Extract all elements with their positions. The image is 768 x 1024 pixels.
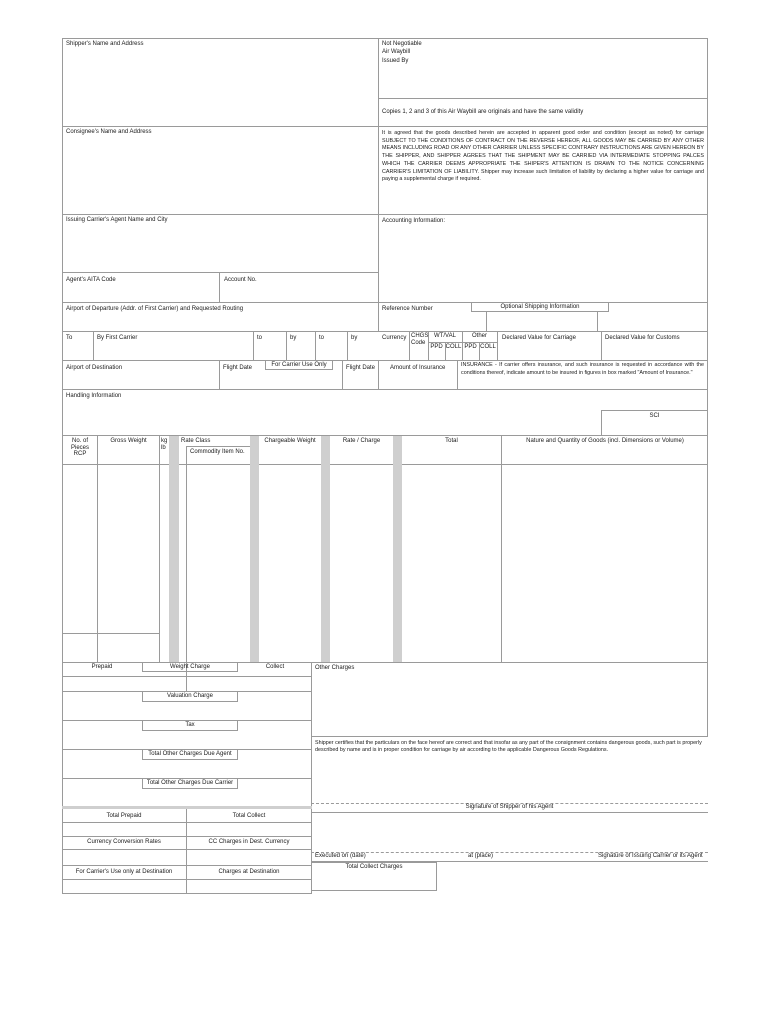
other-charges-label: Other Charges: [315, 665, 355, 671]
other-label: Other: [471, 333, 487, 339]
shipper-cert-text: Shipper certifies that the particulars on the face hereof are correct and that insofar as any part of the consignment contains dangerous goods, such part is properly described by name and is in proper condition for carriage by air according to the applicable Dangerous Goods Regulations.: [315, 740, 702, 754]
optional-divider-a: [486, 311, 487, 332]
coll1-label: COLL: [445, 344, 462, 350]
route-div-11: [497, 331, 498, 361]
collect-label: Collect: [265, 664, 285, 670]
flight-date2-label: Flight Date: [346, 365, 376, 371]
goods-gray-2: [250, 436, 259, 662]
currency-label: Currency: [382, 335, 407, 341]
air-waybill-label: Air Waybill: [382, 49, 411, 55]
gross-weight-label: Gross Weight: [110, 438, 147, 444]
currency-rates-label: Currency Conversion Rates: [87, 839, 161, 845]
chgs-code-label: CHGS Code: [411, 333, 429, 346]
consignee-box: [62, 126, 379, 215]
route-to2-label: to: [257, 335, 263, 341]
signature-carrier-label: Signature of Issuing Carrier or its Agent: [598, 853, 703, 859]
ppd2-label: PPD: [464, 344, 477, 350]
optional-shipping-label: Optional Shipping Information: [500, 304, 580, 310]
charges-mid-divider-2: [186, 809, 187, 894]
route-sub-line: [428, 342, 497, 343]
charges-line-6: [62, 822, 312, 823]
prepaid-label: Prepaid: [91, 664, 113, 670]
accounting-label: Accounting Information:: [382, 218, 446, 224]
issuing-agent-label: Issuing Carrier's Agent Name and City: [66, 217, 168, 223]
goods-gray-3: [321, 436, 330, 662]
optional-divider-b: [597, 311, 598, 332]
not-negotiable-label: Not Negotiable: [382, 41, 422, 47]
amount-insurance-label: Amount of Insurance: [390, 365, 446, 371]
pieces-label: No. of Pieces RCP: [70, 438, 89, 457]
conditions-text: It is agreed that the goods described herein are accepted in apparent good order and condition (except as noted) for carriage SUBJECT TO THE CONDITIONS OF CONTRACT ON THE REVERSE HEREOF, ALL GOODS MAY BE CARRIED BY ANY OTHER MEANS INCLUDING ROAD OR ANY OTHER CARRIER UNLESS SPECIFIC CONTRARY INSTRUCTIONS ARE GIVEN HEREON BY THE SHIPPER, AND SHIPPER AGREES THAT THE SHIPMENT MAY BE CARRIED VIA INTERMEDIATE STOPPING PALCES WHICH THE CARRIER DEEMS APPROPRIATE THE SHIPER'S ATTENTION IS DRAWN TO THE NOTICE CONCERNING CARRIER'S LIMITATION OF LIABILITY. Shipper may increase such limitation of liability by declaring a higher value for carriage and paying a supplemental charge if required.: [382, 130, 704, 183]
commodity-top: [186, 446, 250, 447]
route-to3-label: to: [319, 335, 325, 341]
route-by2-label: by: [290, 335, 297, 341]
charges-line-7: [62, 836, 312, 837]
route-by3-label: by: [351, 335, 358, 341]
declared-carriage-label: Declared Value for Carriage: [502, 335, 576, 341]
dest-div-2: [342, 360, 343, 390]
total-prepaid-label: Total Prepaid: [106, 813, 142, 819]
wt-val-label: WT/VAL: [434, 333, 456, 339]
goods-gray-4: [393, 436, 402, 662]
weight-charge-label: Weight Charge: [170, 664, 210, 670]
lb-label: lb: [161, 445, 166, 451]
goods-gray-1: [169, 436, 179, 662]
iata-code-label: Agent's AITA Code: [66, 277, 116, 283]
dest-div-1: [219, 360, 220, 390]
cc-charges-label: CC Charges in Dest. Currency: [208, 839, 290, 845]
goods-bottom-sub: [62, 633, 159, 634]
insurance-text: INSURANCE - If carrier offers insurance, and such insurance is requested in accordance with the conditions thereof, indicate amount to be insured in figures in box marked "Amount of Insurance.": [461, 362, 704, 376]
goods-col-1: [97, 435, 98, 663]
carrier-use-dest-label: For Carrier's Use only at Destination: [75, 869, 173, 875]
route-div-6: [409, 331, 410, 361]
commodity-label: Commodity Item No.: [190, 449, 245, 455]
route-div-2: [253, 331, 254, 361]
charges-dest-label: Charges at Destination: [218, 869, 280, 875]
goods-col-2: [159, 435, 160, 663]
declared-customs-label: Declared Value for Customs: [605, 335, 680, 341]
at-place-label: at (place): [468, 853, 494, 859]
other-charges-box: [311, 662, 708, 737]
route-to-label: To: [66, 335, 73, 341]
coll2-label: COLL: [480, 344, 496, 350]
sci-label: SCI: [649, 413, 660, 419]
due-agent-label: Total Other Charges Due Agent: [148, 751, 232, 757]
departure-label: Airport of Departure (Addr. of First Carrier) and Requested Routing: [66, 306, 244, 312]
executed-on-label: Executed on (date): [315, 853, 366, 859]
chargeable-weight-label: Chargeable Weight: [264, 438, 316, 444]
dest-div-4: [457, 360, 458, 390]
route-div-5: [347, 331, 348, 361]
nature-label: Nature and Quantity of Goods (incl. Dimensions or Volume): [526, 438, 684, 444]
tax-label: Tax: [185, 722, 195, 728]
total-label: Total: [445, 438, 458, 444]
handling-label: Handling Information: [66, 393, 122, 399]
charges-line-1: [62, 676, 312, 677]
consignee-label: Consignee's Name and Address: [66, 129, 152, 135]
destination-label: Airport of Destination: [66, 365, 123, 371]
total-collect-label: Total Collect: [232, 813, 266, 819]
kg-label: kg: [161, 438, 168, 444]
due-carrier-label: Total Other Charges Due Carrier: [146, 780, 234, 786]
charges-line-10: [62, 879, 312, 880]
route-div-3: [286, 331, 287, 361]
rate-charge-label: Rate / Charge: [342, 438, 381, 444]
charges-line-9: [62, 865, 312, 866]
valuation-charge-label: Valuation Charge: [167, 693, 213, 699]
dest-div-3: [378, 360, 379, 390]
account-no-label: Account No.: [224, 277, 257, 283]
copies-note: Copies 1, 2 and 3 of this Air Waybill are originals and have the same validity: [382, 109, 584, 115]
flight-date1-label: Flight Date: [223, 365, 253, 371]
accounting-box: [378, 214, 708, 303]
charges-gray-band: [62, 806, 312, 809]
signature-shipper-label: Signature of Shipper of his Agent: [465, 804, 554, 810]
total-collect-charges-label: Total Collect Charges: [345, 864, 403, 870]
shipper-label: Shipper's Name and Address: [66, 41, 144, 47]
ppd1-label: PPD: [430, 344, 443, 350]
by-first-carrier-label: By First Carrier: [97, 335, 138, 341]
issued-by-label: Issued By: [382, 58, 409, 64]
rate-class-label: Rate Class: [181, 438, 211, 444]
shipper-box: [62, 38, 379, 127]
carrier-use-label: For Carrier Use Only: [271, 362, 327, 368]
goods-col-3: [186, 446, 187, 663]
issuer-box: [378, 38, 708, 99]
charges-line-8: [62, 849, 312, 850]
route-div-4: [315, 331, 316, 361]
route-div-12: [601, 331, 602, 361]
route-div-1: [93, 331, 94, 361]
goods-col-4: [501, 435, 502, 663]
reference-label: Reference Number: [382, 306, 433, 312]
